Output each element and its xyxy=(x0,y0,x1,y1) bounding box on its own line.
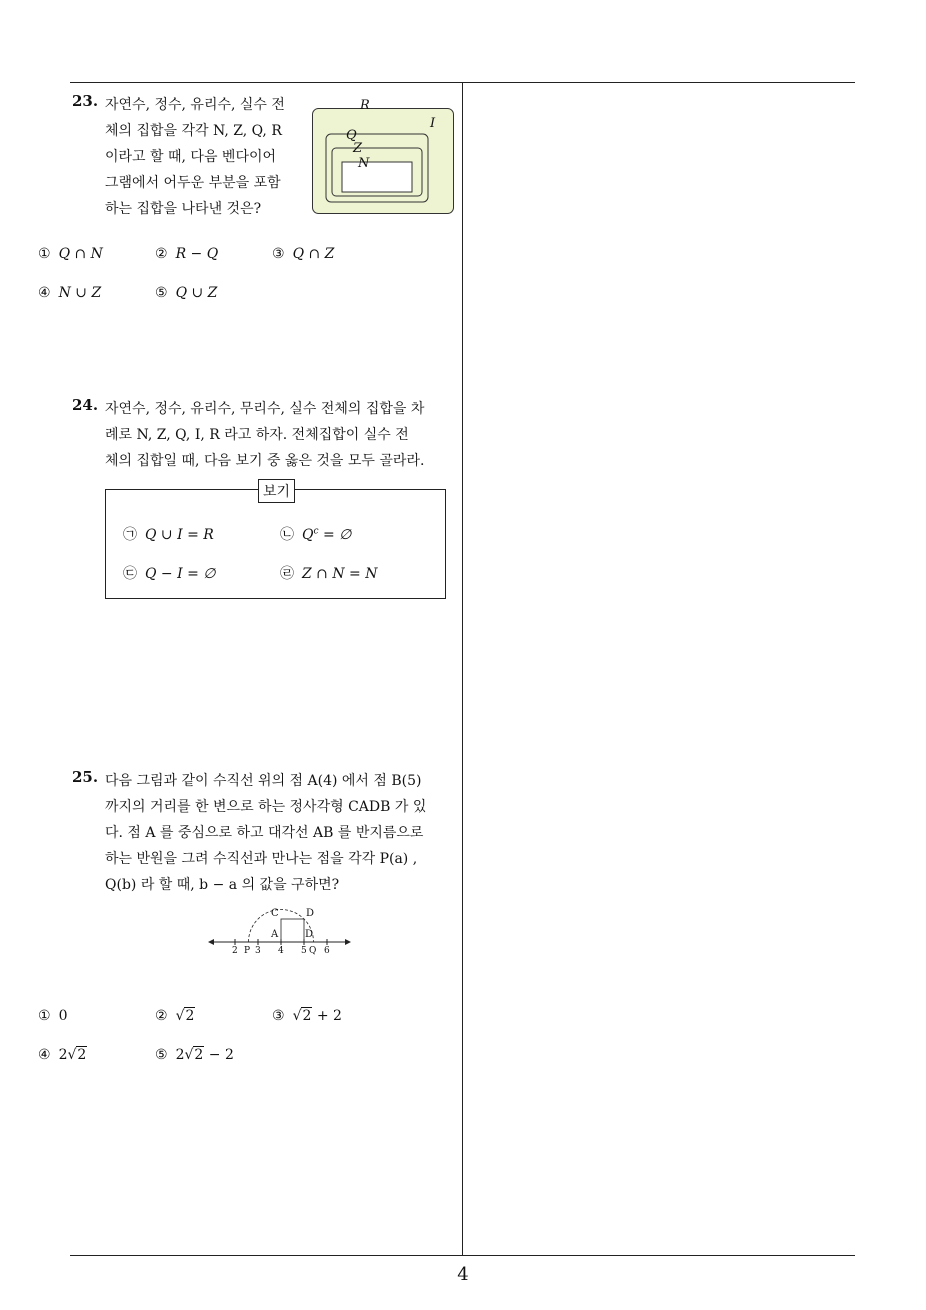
stem-line: 자연수, 정수, 유리수, 무리수, 실수 전체의 집합을 차 xyxy=(105,401,425,417)
bogi-text-rest: = ∅ xyxy=(318,527,352,543)
radicand: 2 xyxy=(185,1008,195,1024)
bogi-text: Z ∩ N = N xyxy=(302,566,378,582)
bogi-text: Q ∪ I = R xyxy=(145,527,214,543)
stem-line: 그램에서 어두운 부분을 포함 xyxy=(105,175,281,191)
bogi-item-2 xyxy=(280,524,351,544)
problem-stem xyxy=(105,768,426,898)
choice-1[interactable] xyxy=(38,1008,67,1024)
sqrt-sign: √2 xyxy=(292,1008,312,1024)
venn-label-i: I xyxy=(430,116,436,131)
venn-label-q: Q xyxy=(346,128,357,143)
choice-mark: ② xyxy=(155,1008,168,1024)
stem-line: 자연수, 정수, 유리수, 실수 전 xyxy=(105,97,285,113)
venn-label-n: N xyxy=(358,156,370,171)
choice-mark: ② xyxy=(155,246,168,262)
bogi-mark: ㉣ xyxy=(280,566,294,582)
choice-text: Q ∪ Z xyxy=(175,285,218,301)
choice-3[interactable] xyxy=(272,1008,342,1024)
choice-mark: ① xyxy=(38,1008,51,1024)
sqrt-sign: √2 xyxy=(184,1047,204,1063)
bogi-mark: ㉡ xyxy=(280,527,294,543)
choice-mark: ⑤ xyxy=(155,285,168,301)
choice-3[interactable] xyxy=(272,246,334,262)
stem-line: 례로 N, Z, Q, I, R 라고 하자. 전체집합이 실수 전 xyxy=(105,427,409,443)
page-number: 4 xyxy=(457,1264,469,1285)
choice-mark: ④ xyxy=(38,1047,51,1063)
stem-line: 까지의 거리를 한 변으로 하는 정사각형 CADB 가 있 xyxy=(105,799,427,815)
bogi-text: Q − I = ∅ xyxy=(145,566,216,582)
tick-label: Q xyxy=(309,946,317,956)
bogi-title: 보기 xyxy=(258,479,295,503)
problem-stem xyxy=(105,396,424,474)
tick-label: 6 xyxy=(324,946,330,956)
bottom-rule xyxy=(70,1255,855,1256)
fig-label-a: A xyxy=(271,929,279,940)
stem-line: 체의 집합일 때, 다음 보기 중 옳은 것을 모두 골라라. xyxy=(105,453,425,469)
choice-text: Q ∩ N xyxy=(58,246,103,262)
choice-mark: ④ xyxy=(38,285,51,301)
tick-label: 3 xyxy=(255,946,261,956)
problem-number: 24. xyxy=(72,396,99,414)
choice-post: − 2 xyxy=(204,1047,234,1063)
problem-25 xyxy=(72,768,462,903)
tick-label: P xyxy=(244,946,251,956)
bogi-item-1 xyxy=(123,524,214,544)
sqrt-sign: √2 xyxy=(67,1047,87,1063)
choice-2[interactable] xyxy=(155,1008,195,1024)
choice-mark: ③ xyxy=(272,246,285,262)
bogi-mark: ㉠ xyxy=(123,527,137,543)
problem-number: 25. xyxy=(72,768,99,786)
number-line-figure xyxy=(208,905,353,960)
stem-line: 다. 점 A 를 중심으로 하고 대각선 AB 를 반지름으로 xyxy=(105,825,424,841)
problem-stem xyxy=(105,92,285,222)
radicand: 2 xyxy=(194,1047,204,1063)
bogi-sup: c xyxy=(313,526,319,537)
fig-label-b: D xyxy=(305,929,314,940)
choice-text: R − Q xyxy=(175,246,219,262)
tick-label: 5 xyxy=(301,946,307,956)
bogi-box xyxy=(105,484,446,599)
fig-label-d: D xyxy=(306,908,315,919)
bogi-mark: ㉢ xyxy=(123,566,137,582)
choice-2[interactable] xyxy=(155,246,218,262)
choice-mark: ① xyxy=(38,246,51,262)
choice-post: + 2 xyxy=(312,1008,342,1024)
stem-line: Q(b) 라 할 때, b − a 의 값을 구하면? xyxy=(105,877,340,893)
venn-label-r: R xyxy=(360,98,370,113)
stem-line: 이라고 할 때, 다음 벤다이어 xyxy=(105,149,277,165)
stem-line: 하는 반원을 그려 수직선과 만나는 점을 각각 P(a) , xyxy=(105,851,418,867)
bogi-text: Q xyxy=(302,527,314,543)
venn-diagram xyxy=(312,98,454,214)
choice-4[interactable] xyxy=(38,285,101,301)
column-divider xyxy=(462,82,463,1256)
tick-label: 4 xyxy=(278,946,284,956)
fig-label-c: C xyxy=(271,908,279,919)
tick-label: 2 xyxy=(232,946,238,956)
choice-1[interactable] xyxy=(38,246,103,262)
choice-mark: ⑤ xyxy=(155,1047,168,1063)
bogi-item-4 xyxy=(280,563,378,583)
radicand: 2 xyxy=(302,1008,312,1024)
stem-line: 하는 집합을 나타낸 것은? xyxy=(105,201,262,217)
stem-line: 다음 그림과 같이 수직선 위의 점 A(4) 에서 점 B(5) xyxy=(105,773,422,789)
choice-4[interactable] xyxy=(38,1047,87,1063)
stem-line: 체의 집합을 각각 N, Z, Q, R xyxy=(105,123,282,139)
choice-pre: 2 xyxy=(58,1047,68,1063)
problem-24 xyxy=(72,396,462,481)
sqrt-sign: √2 xyxy=(175,1008,195,1024)
choice-text: 0 xyxy=(58,1008,68,1024)
radicand: 2 xyxy=(77,1047,87,1063)
choice-text: N ∪ Z xyxy=(58,285,102,301)
choice-text: Q ∩ Z xyxy=(292,246,335,262)
venn-label-z: Z xyxy=(353,141,363,156)
choice-5[interactable] xyxy=(155,285,217,301)
choice-5[interactable] xyxy=(155,1047,234,1063)
choice-mark: ③ xyxy=(272,1008,285,1024)
bogi-item-3 xyxy=(123,563,215,583)
choice-pre: 2 xyxy=(175,1047,185,1063)
problem-number: 23. xyxy=(72,92,99,110)
